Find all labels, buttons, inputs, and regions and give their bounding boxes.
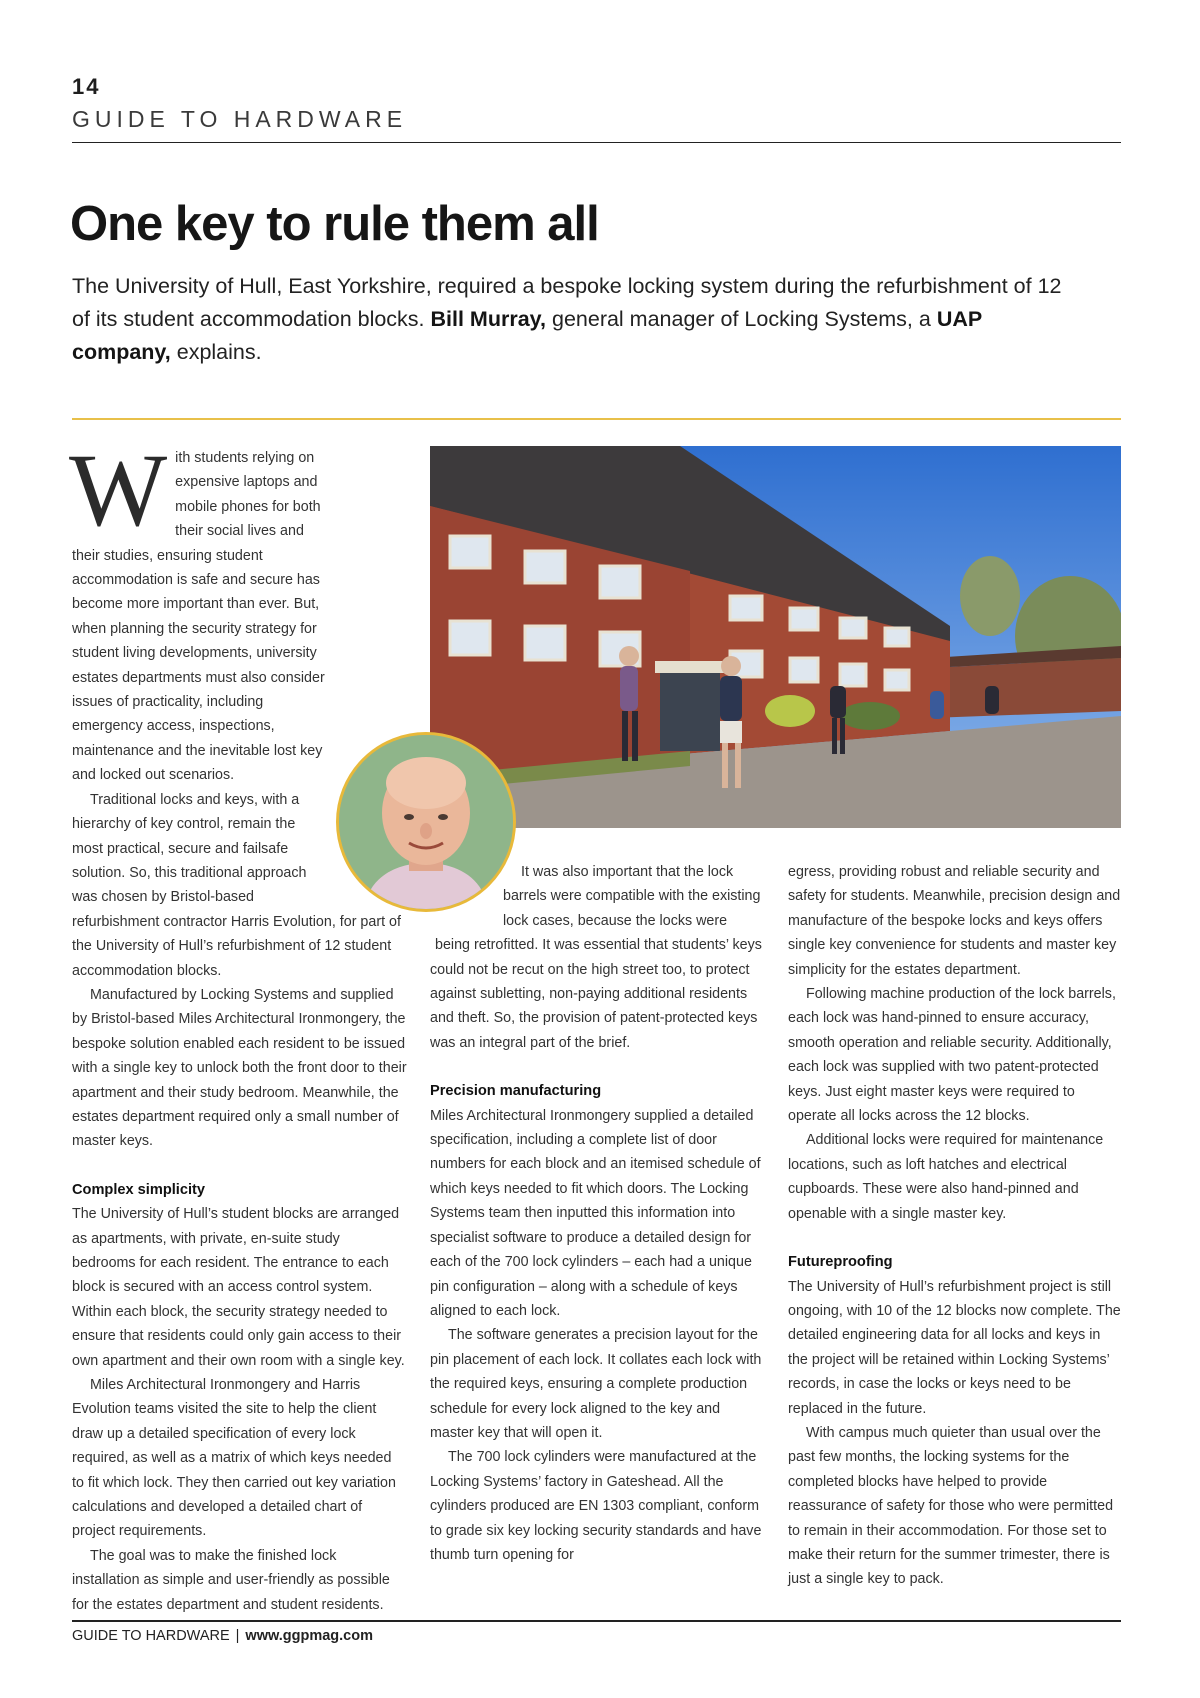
body-paragraph: egress, providing robust and reliable security and safety for students. Meanwhile, precision design and manufacture of the bespoke locks and keys offers single key convenience for students and master key simplicity for the estates department. [788, 864, 1121, 978]
body-paragraph: The goal was to make the finished lock installation as simple and user-friendly as possible for the estates department and student residents. [72, 1547, 390, 1613]
footer-url[interactable]: www.ggpmag.com [245, 1628, 373, 1644]
author-portrait [336, 732, 516, 912]
body-paragraph: ith students relying on expensive laptops and mobile phones for both their social lives and their studies, ensuring student accommodation is safe and secure has become more important than ever. But, when planning the security strategy for student living developments, university estates departments must also consider issues of practicality, including emergency access, inspections, maintenance and the inevitable lost key and locked out scenarios. [72, 450, 325, 784]
intro-author-name: Bill Murray, [430, 307, 547, 331]
author-portrait-illustration [339, 735, 513, 909]
body-paragraph: It was also important that the lock barrels were compatible with the existing lock cases, because the locks were being retrofitted. It was essential that students’ keys could not be recut on the high street too, to protect against subletting, non-paying additional residents and theft. So, the provision of patent-protected keys was an integral part of the brief. [430, 864, 762, 1051]
subheading-complex-simplicity: Complex simplicity [72, 1181, 206, 1198]
article-intro [72, 270, 1072, 369]
subheading-futureproofing: Futureproofing [788, 1254, 893, 1271]
campus-photo-illustration [430, 446, 1121, 828]
section-title: GUIDE TO HARDWARE [72, 106, 408, 132]
footer [72, 1628, 373, 1644]
article-column-1 [69, 433, 407, 1617]
article-column-2 [430, 860, 765, 1567]
intro-mid: general manager of Locking Systems, a [546, 307, 937, 331]
body-paragraph: Following machine production of the lock barrels, each lock was hand-pinned to ensure accuracy, smooth operation and reliable security. Additionally, each lock was supplied with two patent-protected keys. Just eight master keys were required to operate all locks across the 12 blocks. [788, 986, 1116, 1125]
intro-lead: The University of Hull, East Yorkshire, required a bespoke locking system during the refurbishment of 12 of its student accommodation blocks. [72, 274, 1062, 331]
intro-end: explains. [170, 340, 262, 364]
body-paragraph: The University of Hull’s student blocks are arranged as apartments, with private, en-suite study bedrooms for each resident. The entrance to each block is secured with an access control system. Within each block, the security strategy needed to ensure that residents could only gain access to their own apartment and their own room with a single key. [72, 1206, 405, 1369]
body-paragraph: The 700 lock cylinders were manufactured at the Locking Systems’ factory in Gateshead. All the cylinders produced are EN 1303 compliant, conform to grade six key locking security standards and have thumb turn opening for [430, 1449, 762, 1563]
body-paragraph: Miles Architectural Ironmongery and Harris Evolution teams visited the site to help the client draw up a detailed specification of every lock required, as well as a matrix of which keys needed to fit which lock. They then carried out key variation calculations and developed a detailed chart of project requirements. [72, 1377, 396, 1540]
article-title: One key to rule them all [70, 197, 599, 251]
footer-section: GUIDE TO HARDWARE [72, 1628, 230, 1644]
drop-cap: W [69, 433, 168, 548]
body-paragraph: With campus much quieter than usual over the past few months, the locking systems for the completed blocks have helped to provide reassurance of safety for those who were permitted to remain in their accommodation. For those set to make their return for the summer trimester, there is just a single key to pack. [788, 1424, 1114, 1588]
campus-photo [430, 446, 1121, 828]
intro-company: UAP company, [72, 307, 982, 364]
body-paragraph: The University of Hull’s refurbishment project is still ongoing, with 10 of the 12 blocks now complete. The detailed engineering data for all locks and keys in the project will be retained within Locking Systems’ records, in case the locks or keys need to be replaced in the future. [788, 1278, 1121, 1417]
subheading-precision-manufacturing: Precision manufacturing [430, 1083, 602, 1100]
footer-separator: | [235, 1628, 240, 1644]
body-paragraph: Traditional locks and keys, with a hierarchy of key control, remain the most practical, secure and failsafe solution. So, this traditional approach was chosen by Bristol-based refurbishment contractor Harris Evolution, for part of the University of Hull’s refurbishment of 12 student accommodation blocks. [72, 791, 401, 979]
footer-divider [72, 1620, 1121, 1622]
article-column-3 [788, 860, 1123, 1592]
body-paragraph: Manufactured by Locking Systems and supplied by Bristol-based Miles Architectural Ironmongery, the bespoke solution enabled each resident to be issued with a single key to unlock both the front door to their apartment and their study bedroom. Meanwhile, the estates department required only a small number of master keys. [72, 986, 407, 1150]
body-paragraph: Miles Architectural Ironmongery supplied a detailed specification, including a complete list of door numbers for each block and an itemised schedule of which keys needed to fit which doors. The Locking Systems team then inputted this information into specialist software to produce a detailed design for each of the 700 lock cylinders – each had a unique pin configuration – along with a schedule of keys aligned to each lock. [430, 1107, 761, 1319]
body-paragraph: Additional locks were required for maintenance locations, such as loft hatches and electrical cupboards. These were also hand-pinned and openable with a single master key. [788, 1132, 1104, 1222]
body-paragraph: The software generates a precision layout for the pin placement of each lock. It collates each lock with the required keys, ensuring a complete production schedule for every lock aligned to the key and master key that will open it. [430, 1327, 762, 1441]
header-divider [72, 142, 1121, 143]
intro-divider [72, 418, 1121, 420]
page-number: 14 [72, 74, 101, 99]
